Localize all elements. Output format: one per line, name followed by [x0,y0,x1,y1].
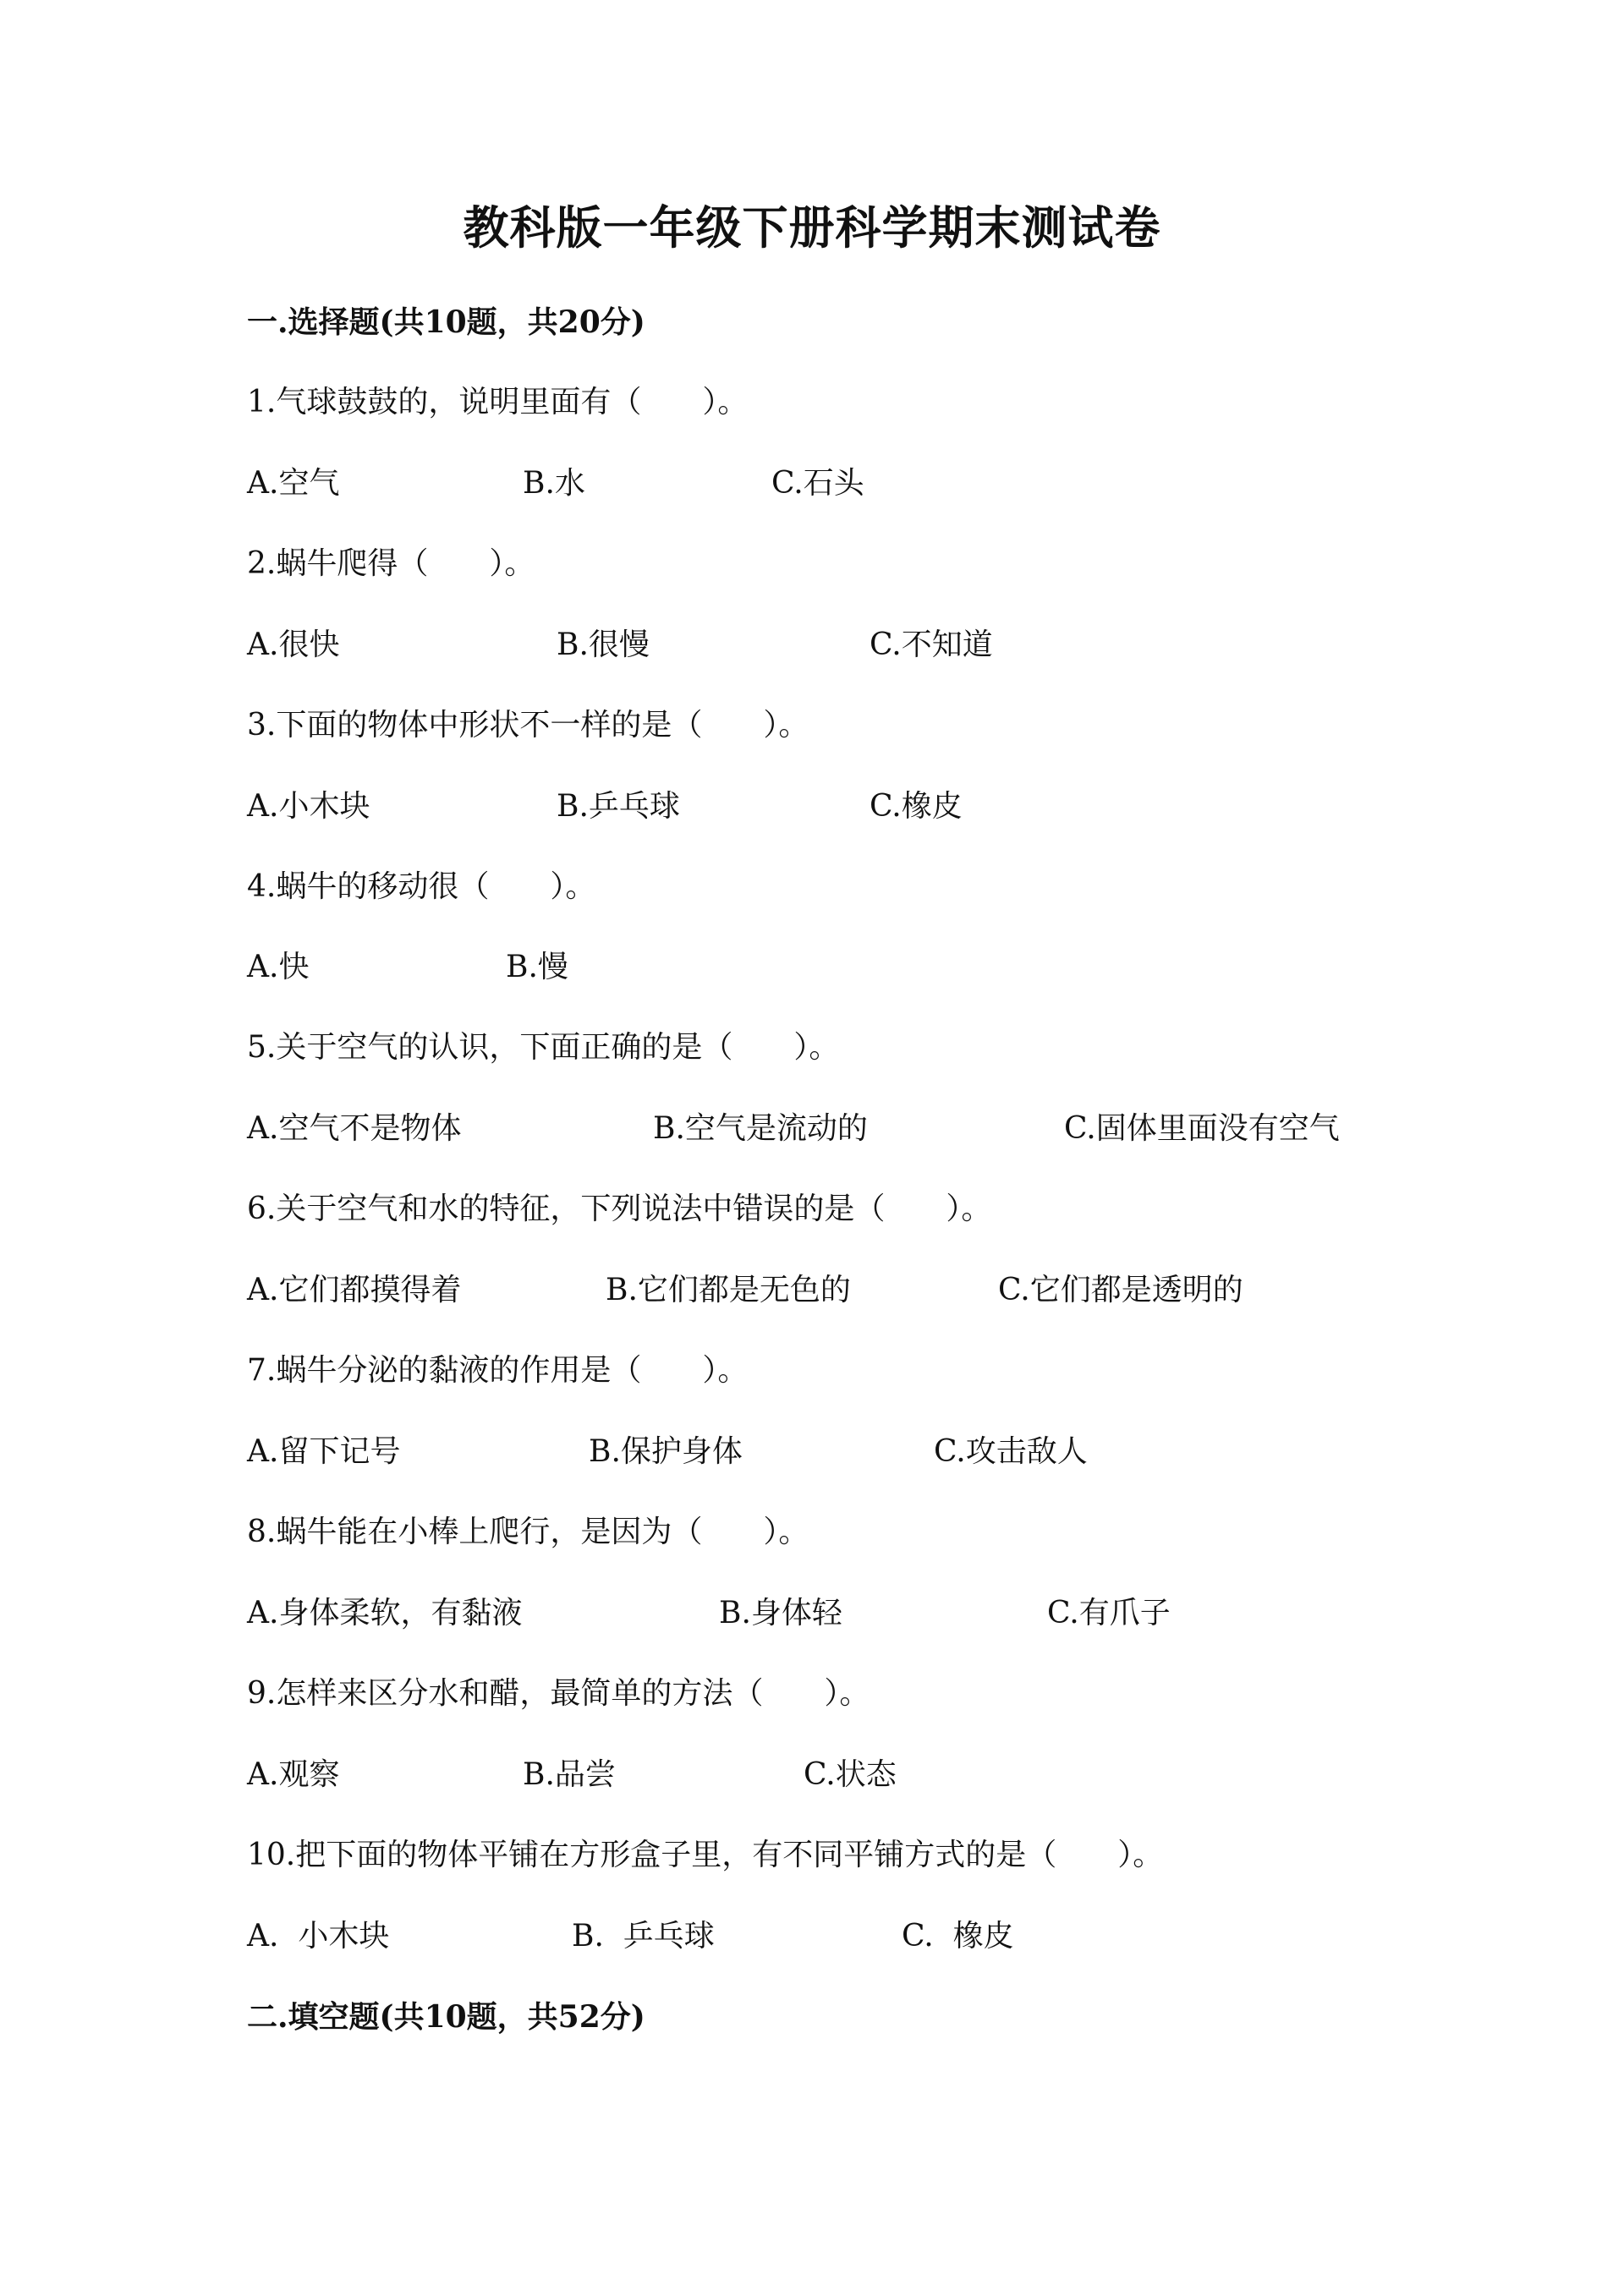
question-8-option-a: A.身体柔软，有黏液 [247,1596,523,1630]
question-5-option-c: C.固体里面没有空气 [1064,1111,1340,1146]
question-5-option-b: B.空气是流动的 [653,1111,868,1146]
question-8-option-b: B.身体轻 [719,1596,842,1630]
page-title: 教科版一年级下册科学期末测试卷 [463,200,1161,255]
question-2-option-b: B.很慢 [557,627,650,662]
question-stem-8: 8.蜗牛能在小棒上爬行，是因为（ ）。 [247,1515,809,1549]
question-3-option-b: B.乒乓球 [557,789,680,824]
question-7-option-b: B.保护身体 [589,1434,743,1469]
question-1-option-a: A.空气 [247,466,340,501]
question-stem-5: 5.关于空气的认识，下面正确的是（ ）。 [247,1030,840,1065]
section-heading-choice: 一.选择题(共10题，共20分) [247,304,645,340]
question-9-option-b: B.品尝 [523,1757,616,1792]
question-3-option-c: C.橡皮 [870,789,963,824]
question-5-option-a: A.空气不是物体 [247,1111,462,1146]
question-6-option-b: B.它们都是无色的 [606,1273,851,1307]
question-4-option-b: B.慢 [506,950,568,984]
question-8-option-c: C.有爪子 [1047,1596,1171,1630]
question-4-option-a: A.快 [247,950,310,984]
question-9-option-a: A.观察 [247,1757,340,1792]
question-1-option-c: C.石头 [771,466,864,501]
question-6-option-c: C.它们都是透明的 [998,1273,1243,1307]
question-2-option-a: A.很快 [247,627,340,662]
question-9-option-c: C.状态 [804,1757,897,1792]
question-2-option-c: C.不知道 [870,627,993,662]
question-3-option-a: A.小木块 [247,789,370,824]
question-stem-6: 6.关于空气和水的特征，下列说法中错误的是（ ）。 [247,1192,992,1226]
question-stem-10: 10.把下面的物体平铺在方形盒子里，有不同平铺方式的是（ ）。 [247,1838,1164,1872]
question-7-option-a: A.留下记号 [247,1434,401,1469]
question-10-option-b: B. 乒乓球 [572,1919,715,1954]
question-stem-9: 9.怎样来区分水和醋，最简单的方法（ ）。 [247,1676,870,1711]
question-1-option-b: B.水 [523,466,585,501]
question-stem-2: 2.蜗牛爬得（ ）。 [247,546,535,581]
question-10-option-c: C. 橡皮 [902,1919,1014,1954]
question-10-option-a: A. 小木块 [247,1919,390,1954]
question-7-option-c: C.攻击敌人 [934,1434,1088,1469]
question-stem-7: 7.蜗牛分泌的黏液的作用是（ ）。 [247,1353,749,1388]
question-6-option-a: A.它们都摸得着 [247,1273,462,1307]
question-stem-4: 4.蜗牛的移动很（ ）。 [247,869,596,904]
question-stem-3: 3.下面的物体中形状不一样的是（ ）。 [247,708,809,743]
section-heading-fill-in: 二.填空题(共10题，共52分) [247,1999,645,2035]
question-stem-1: 1.气球鼓鼓的，说明里面有（ ）。 [247,385,749,419]
